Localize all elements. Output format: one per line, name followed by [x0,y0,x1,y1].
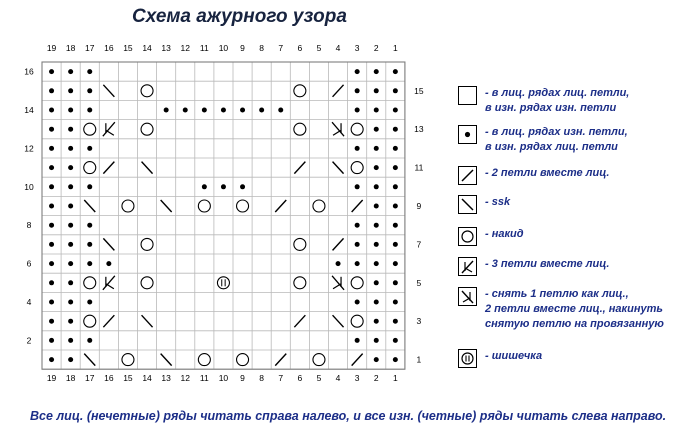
purl-dot-mark [68,184,73,189]
legend-item-knit-purl [458,86,629,116]
purl-dot-mark [49,280,54,285]
legend-item-sk2p [458,287,664,332]
column-number-top: 11 [199,43,209,53]
purl-dot-mark [49,88,54,93]
purl-dot-mark [202,108,207,113]
row-number-left: 14 [24,105,34,115]
purl-dot-mark [68,300,73,305]
column-number-top: 15 [123,43,133,53]
purl-dot-mark [355,88,360,93]
yarn-over-mark [122,354,134,366]
column-number-bottom: 14 [142,373,152,384]
purl-dot-mark [374,242,379,247]
purl-dot-mark [336,261,341,266]
yarn-over-mark [141,85,153,97]
purl-dot-mark [221,108,226,113]
column-number-bottom: 5 [316,373,322,384]
legend-text: - ssk [485,196,511,208]
yarn-over-mark [351,162,363,174]
yarn-over-mark [294,277,306,289]
ssk-mark [161,200,172,212]
row-number-left: 8 [26,220,32,231]
purl-dot-mark [68,108,73,113]
purl-dot-mark [374,127,379,132]
yarn-over-mark [84,315,96,327]
k2tog-mark [275,354,286,366]
yarn-over-mark [351,315,363,327]
purl-dot-mark [221,184,226,189]
ssk-mark [333,162,344,174]
legend-item-bobble [458,349,542,368]
purl-dot-mark [87,146,92,151]
sk2p-icon [458,287,477,306]
column-number-bottom: 3 [354,373,360,384]
purl-dot-mark [355,108,360,113]
purl-dot-mark [355,184,360,189]
purl-dot-mark [393,184,398,189]
column-number-top: 8 [259,43,265,53]
k2tog-mark [333,238,344,250]
bobble-mark [217,277,229,289]
row-number-left: 16 [24,66,34,77]
dot-icon [458,125,477,144]
purl-dot-mark [240,184,245,189]
purl-dot-mark [278,108,283,113]
row-number-left: 10 [24,181,34,192]
column-number-bottom: 7 [278,373,284,384]
row-number-left: 6 [26,258,32,269]
purl-dot-mark [87,69,92,74]
slash-icon [458,166,477,185]
chart-title: Схема ажурного узора [132,6,347,27]
column-number-top: 6 [297,43,303,53]
purl-dot-mark [393,88,398,93]
ssk-mark [84,354,95,366]
legend-text: снятую петлю на провязанную [485,318,664,330]
yarn-over-mark [237,354,249,366]
purl-dot-mark [393,280,398,285]
yarn-over-mark [141,123,153,135]
purl-dot-mark [259,108,264,113]
legend-item-ssk [458,195,510,214]
purl-dot-mark [49,184,54,189]
purl-dot-mark [49,165,54,170]
yarn-over-mark [237,200,249,212]
yarn-over-mark [313,200,325,212]
purl-dot-mark [68,204,73,209]
ssk-mark [333,315,344,327]
column-number-bottom: 2 [373,373,379,384]
column-number-bottom: 13 [161,373,171,384]
purl-dot-mark [374,280,379,285]
purl-dot-mark [49,319,54,324]
axis-labels [24,43,424,383]
purl-dot-mark [87,242,92,247]
column-number-top: 13 [161,43,171,53]
purl-dot-mark [374,204,379,209]
ssk-mark [161,354,172,366]
yarn-over-mark [141,238,153,250]
yarn-over-mark [294,123,306,135]
column-number-bottom: 6 [297,373,303,384]
column-number-bottom: 19 [46,373,57,384]
purl-dot-mark [393,223,398,228]
purl-dot-mark [393,242,398,247]
row-number-right: 11 [414,162,424,173]
yarn-over-mark [198,200,210,212]
legend-item-k3tog [458,257,609,276]
purl-dot-mark [393,338,398,343]
purl-dot-mark [68,280,73,285]
backslash-icon [458,195,477,214]
legend-item-purl-knit [458,125,628,155]
yarn-over-mark [84,123,96,135]
bobble-icon [458,349,477,368]
purl-dot-mark [374,165,379,170]
yarn-over-mark [294,238,306,250]
column-number-bottom: 1 [392,373,398,384]
yarn-over-mark [351,123,363,135]
purl-dot-mark [106,261,111,266]
purl-dot-mark [393,204,398,209]
purl-dot-mark [393,165,398,170]
purl-dot-mark [393,127,398,132]
purl-dot-mark [355,261,360,266]
purl-dot-mark [68,127,73,132]
purl-dot-mark [87,223,92,228]
purl-dot-mark [68,165,73,170]
purl-dot-mark [68,242,73,247]
purl-dot-mark [374,223,379,228]
purl-dot-mark [49,69,54,74]
column-number-top: 19 [46,43,57,53]
purl-dot-mark [87,108,92,113]
ssk-mark [103,85,114,97]
purl-dot-mark [49,338,54,343]
purl-dot-mark [393,69,398,74]
purl-dot-mark [355,146,360,151]
yarn-over-mark [294,85,306,97]
ssk-mark [142,315,153,327]
column-number-top: 14 [142,43,152,53]
yarn-over-mark [84,162,96,174]
k2tog-mark [352,200,363,212]
yarn-over-mark [141,277,153,289]
column-number-top: 16 [104,43,114,53]
reading-direction-note: Все лиц. (нечетные) ряды читать справа налево, и все изн. (четные) ряды читать слева направо. [30,409,667,423]
purl-dot-mark [355,69,360,74]
yarn-over-mark [122,200,134,212]
purl-dot-mark [68,88,73,93]
purl-dot-mark [87,338,92,343]
purl-dot-mark [374,184,379,189]
purl-dot-mark [374,357,379,362]
legend-text: - накид [485,228,524,240]
column-number-top: 2 [373,43,379,53]
purl-dot-mark [355,223,360,228]
k3tog-mark [103,122,115,136]
column-number-bottom: 18 [65,373,76,384]
purl-dot-mark [68,261,73,266]
column-number-top: 10 [218,43,229,53]
purl-dot-mark [68,69,73,74]
sk2p-mark [332,276,344,290]
column-number-bottom: 11 [199,373,209,384]
row-number-left: 4 [26,297,32,307]
k2tog-mark [103,315,114,327]
purl-dot-mark [87,261,92,266]
legend-text: - в лиц. рядах лиц. петли, [485,87,630,99]
purl-dot-mark [87,300,92,305]
purl-dot-mark [68,338,73,343]
purl-dot-mark [68,319,73,324]
purl-dot-mark [374,108,379,113]
purl-dot-mark [374,69,379,74]
legend-text: в изн. рядах лиц. петли [485,141,618,153]
purl-dot-mark [87,184,92,189]
purl-dot-mark [374,319,379,324]
column-number-top: 12 [180,43,190,53]
legend-text: 2 петли вместе лиц., накинуть [485,303,663,315]
column-number-top: 3 [354,43,360,53]
row-number-right: 15 [414,85,424,96]
legend-item-yarn-over [458,227,524,246]
ssk-mark [84,200,95,212]
k2tog-mark [275,200,286,212]
purl-dot-mark [49,223,54,228]
row-number-right: 9 [416,201,422,211]
column-number-bottom: 10 [218,373,229,384]
purl-dot-mark [68,223,73,228]
purl-dot-mark [49,146,54,151]
k2tog-mark [103,162,114,174]
column-number-bottom: 4 [335,373,341,384]
legend-text: - 3 петли вместе лиц. [485,258,610,270]
legend-text: - снять 1 петлю как лиц., [485,288,629,300]
purl-dot-mark [164,108,169,113]
legend-text: - шишечка [485,350,543,362]
yarn-over-mark [84,277,96,289]
column-number-top: 4 [335,43,341,53]
chart-cells [49,69,398,366]
ssk-mark [142,162,153,174]
purl-dot-mark [355,242,360,247]
yarn-over-mark [198,354,210,366]
purl-dot-mark [393,108,398,113]
purl-dot-mark [374,88,379,93]
row-number-right: 5 [416,277,422,288]
purl-dot-mark [374,300,379,305]
column-number-bottom: 8 [259,373,265,384]
column-number-top: 18 [65,43,76,53]
purl-dot-mark [202,184,207,189]
purl-dot-mark [240,108,245,113]
k2tog-mark [333,85,344,97]
ssk-mark [103,238,114,250]
column-number-top: 9 [240,43,245,53]
yarn-over-mark [351,277,363,289]
column-number-bottom: 15 [123,373,133,384]
legend-text: - в лиц. рядах изн. петли, [485,126,628,138]
row-number-right: 3 [416,316,422,327]
k2tog-mark [294,162,305,174]
column-number-bottom: 9 [240,373,245,384]
circle-icon [458,227,477,246]
purl-dot-mark [49,108,54,113]
column-number-top: 1 [392,43,398,53]
purl-dot-mark [49,242,54,247]
column-number-top: 17 [85,43,95,53]
column-number-bottom: 16 [104,373,114,384]
purl-dot-mark [393,146,398,151]
row-number-right: 1 [416,354,422,365]
purl-dot-mark [393,300,398,305]
row-number-right: 13 [414,124,424,135]
purl-dot-mark [49,127,54,132]
column-number-top: 7 [278,43,284,53]
k2tog-mark [352,354,363,366]
k3tog-icon [458,257,477,276]
row-number-left: 2 [26,335,32,346]
sk2p-mark [332,122,344,136]
purl-dot-mark [68,357,73,362]
empty-cell-icon [458,86,477,105]
purl-dot-mark [49,261,54,266]
yarn-over-mark [313,354,325,366]
k3tog-mark [103,276,115,290]
purl-dot-mark [87,88,92,93]
purl-dot-mark [49,300,54,305]
purl-dot-mark [355,338,360,343]
purl-dot-mark [49,357,54,362]
purl-dot-mark [374,146,379,151]
purl-dot-mark [49,204,54,209]
purl-dot-mark [183,108,188,113]
legend-item-k2tog [458,166,609,185]
purl-dot-mark [374,261,379,266]
purl-dot-mark [393,357,398,362]
k2tog-mark [294,315,305,327]
purl-dot-mark [355,300,360,305]
column-number-top: 5 [316,43,322,53]
column-number-bottom: 17 [85,373,95,384]
purl-dot-mark [393,319,398,324]
purl-dot-mark [68,146,73,151]
legend-text: в изн. рядах изн. петли [485,102,617,114]
column-number-bottom: 12 [180,373,190,384]
legend-text: - 2 петли вместе лиц. [485,167,610,179]
row-number-right: 7 [416,239,422,250]
purl-dot-mark [393,261,398,266]
purl-dot-mark [374,338,379,343]
row-number-left: 12 [24,143,34,154]
